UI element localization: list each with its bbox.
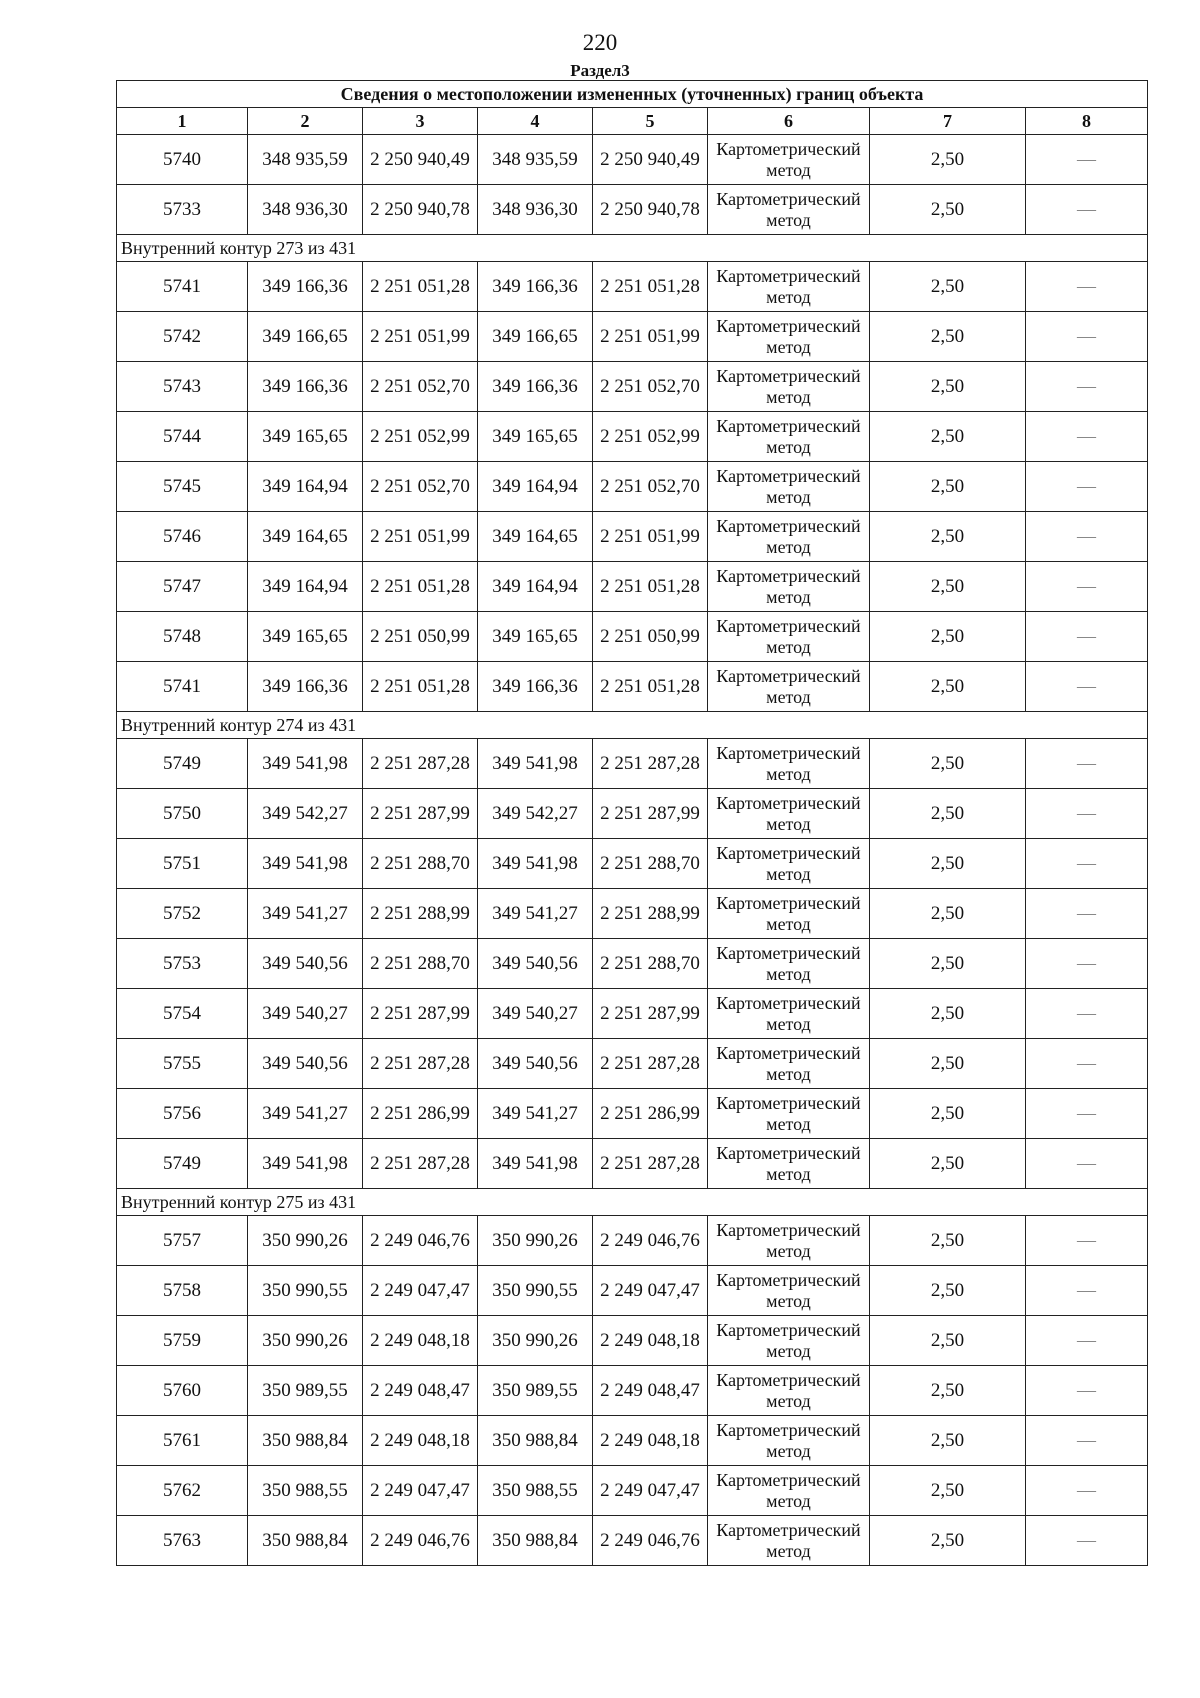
table-cell: Картометрический метод: [708, 1416, 870, 1466]
table-cell: —: [1026, 939, 1148, 989]
section-title: Раздел3: [570, 61, 630, 80]
table-row: [117, 1416, 1148, 1466]
table-cell: 2,50: [870, 1266, 1026, 1316]
table-cell: —: [1026, 612, 1148, 662]
table-cell: 2 249 048,18: [363, 1416, 478, 1466]
table-cell: 348 935,59: [248, 135, 363, 185]
table-cell: 349 166,36: [248, 662, 363, 712]
table-cell: 2 251 052,70: [363, 462, 478, 512]
table-row: [117, 1516, 1148, 1566]
table-cell: 348 935,59: [478, 135, 593, 185]
table-row: [117, 185, 1148, 235]
table-cell: 5744: [117, 412, 248, 462]
table-cell: 2,50: [870, 1039, 1026, 1089]
table-cell: —: [1026, 512, 1148, 562]
table-cell: 2,50: [870, 612, 1026, 662]
table-cell: 2,50: [870, 312, 1026, 362]
table-cell: 349 166,36: [478, 362, 593, 412]
table-cell: 2 251 052,70: [593, 362, 708, 412]
table-cell: 5749: [117, 739, 248, 789]
table-cell: 5763: [117, 1516, 248, 1566]
table-row: [117, 739, 1148, 789]
table-row: [117, 512, 1148, 562]
table-cell: Картометрический метод: [708, 312, 870, 362]
table-cell: 5746: [117, 512, 248, 562]
table-cell: 5748: [117, 612, 248, 662]
table-row: [117, 889, 1148, 939]
table-cell: 2,50: [870, 939, 1026, 989]
table-cell: 349 540,56: [478, 1039, 593, 1089]
table-cell: 5751: [117, 839, 248, 889]
table-cell: 2,50: [870, 462, 1026, 512]
table-cell: 349 164,94: [478, 462, 593, 512]
table-cell: 5760: [117, 1366, 248, 1416]
table-cell: 5745: [117, 462, 248, 512]
table-cell: —: [1026, 662, 1148, 712]
table-caption: Сведения о местоположении измененных (уточненных) границ объекта: [117, 81, 1148, 108]
column-number: 8: [1026, 108, 1148, 135]
table-cell: 349 541,27: [248, 1089, 363, 1139]
table-cell: Картометрический метод: [708, 1366, 870, 1416]
table-cell: 2 250 940,49: [363, 135, 478, 185]
contour-label-row: [117, 1189, 1148, 1216]
table-cell: 2 249 047,47: [593, 1466, 708, 1516]
table-cell: 2,50: [870, 412, 1026, 462]
table-cell: 2 249 048,18: [593, 1416, 708, 1466]
table-cell: 349 541,27: [248, 889, 363, 939]
table-cell: Картометрический метод: [708, 612, 870, 662]
table-cell: 350 988,84: [478, 1416, 593, 1466]
table-cell: —: [1026, 462, 1148, 512]
table-row: [117, 362, 1148, 412]
table-cell: 349 166,36: [478, 262, 593, 312]
table-cell: 350 988,84: [478, 1516, 593, 1566]
table-cell: 2 251 051,99: [593, 312, 708, 362]
table-cell: Картометрический метод: [708, 662, 870, 712]
table-row: [117, 412, 1148, 462]
table-cell: 2 251 287,28: [363, 739, 478, 789]
table-cell: 349 166,36: [248, 362, 363, 412]
table-cell: Картометрический метод: [708, 839, 870, 889]
table-cell: —: [1026, 1466, 1148, 1516]
table-cell: Картометрический метод: [708, 412, 870, 462]
table-cell: 2 249 046,76: [363, 1516, 478, 1566]
table-cell: —: [1026, 1516, 1148, 1566]
table-cell: —: [1026, 789, 1148, 839]
contour-label: Внутренний контур 273 из 431: [117, 235, 1148, 262]
table-cell: 349 540,56: [478, 939, 593, 989]
table-cell: 349 540,56: [248, 1039, 363, 1089]
table-cell: Картометрический метод: [708, 262, 870, 312]
table-cell: 5749: [117, 1139, 248, 1189]
boundary-table: [116, 80, 1148, 1566]
table-cell: 2 249 048,47: [593, 1366, 708, 1416]
column-number: 1: [117, 108, 248, 135]
table-cell: 2 251 288,70: [593, 839, 708, 889]
table-cell: 2,50: [870, 262, 1026, 312]
table-cell: 349 541,27: [478, 1089, 593, 1139]
table-cell: 2 249 047,47: [363, 1266, 478, 1316]
table-cell: —: [1026, 1266, 1148, 1316]
table-cell: 2,50: [870, 135, 1026, 185]
table-cell: Картометрический метод: [708, 1039, 870, 1089]
table-cell: 349 166,36: [248, 262, 363, 312]
table-cell: 2,50: [870, 562, 1026, 612]
table-cell: Картометрический метод: [708, 1216, 870, 1266]
table-cell: —: [1026, 562, 1148, 612]
table-cell: 2 251 051,28: [593, 262, 708, 312]
table-cell: 2 251 052,70: [593, 462, 708, 512]
table-row: [117, 662, 1148, 712]
column-number: 3: [363, 108, 478, 135]
table-cell: 2 251 051,28: [363, 662, 478, 712]
table-cell: 2 249 047,47: [363, 1466, 478, 1516]
table-cell: 2 251 051,28: [593, 562, 708, 612]
table-cell: Картометрический метод: [708, 1089, 870, 1139]
table-cell: 349 164,65: [478, 512, 593, 562]
table-row: [117, 262, 1148, 312]
table-cell: 5752: [117, 889, 248, 939]
table-cell: 5757: [117, 1216, 248, 1266]
table-cell: —: [1026, 1216, 1148, 1266]
table-cell: Картометрический метод: [708, 989, 870, 1039]
table-cell: 2 251 288,70: [363, 939, 478, 989]
table-row: [117, 562, 1148, 612]
table-cell: —: [1026, 135, 1148, 185]
table-cell: 349 165,65: [248, 412, 363, 462]
table-row: [117, 939, 1148, 989]
table-cell: 5754: [117, 989, 248, 1039]
table-cell: Картометрический метод: [708, 739, 870, 789]
table-body: [117, 135, 1148, 1566]
table-cell: 2,50: [870, 1416, 1026, 1466]
table-cell: 5753: [117, 939, 248, 989]
table-cell: 5750: [117, 789, 248, 839]
table-cell: Картометрический метод: [708, 185, 870, 235]
table-cell: 5733: [117, 185, 248, 235]
table-row: [117, 135, 1148, 185]
table-cell: 349 166,36: [478, 662, 593, 712]
table-cell: 349 542,27: [478, 789, 593, 839]
table-cell: Картометрический метод: [708, 1316, 870, 1366]
table-cell: 2,50: [870, 789, 1026, 839]
table-cell: 350 990,26: [248, 1316, 363, 1366]
table-cell: —: [1026, 412, 1148, 462]
table-cell: 2,50: [870, 185, 1026, 235]
table-cell: 350 988,84: [248, 1416, 363, 1466]
table-cell: Картометрический метод: [708, 889, 870, 939]
table-cell: 348 936,30: [248, 185, 363, 235]
page-number: 220: [582, 30, 618, 55]
table-cell: 2,50: [870, 889, 1026, 939]
table-row: [117, 1216, 1148, 1266]
column-number: 7: [870, 108, 1026, 135]
table-cell: 2,50: [870, 1366, 1026, 1416]
table-cell: Картометрический метод: [708, 1466, 870, 1516]
table-cell: 2,50: [870, 1089, 1026, 1139]
contour-label-row: [117, 235, 1148, 262]
table-cell: —: [1026, 1416, 1148, 1466]
table-row: [117, 1039, 1148, 1089]
table-cell: 2,50: [870, 1466, 1026, 1516]
table-row: [117, 839, 1148, 889]
table-cell: 2 249 046,76: [593, 1516, 708, 1566]
table-cell: —: [1026, 889, 1148, 939]
table-cell: 2 249 047,47: [593, 1266, 708, 1316]
table-cell: 2 251 287,99: [363, 789, 478, 839]
table-cell: 5747: [117, 562, 248, 612]
table-row: [117, 1266, 1148, 1316]
table-row: [117, 1466, 1148, 1516]
table-cell: Картометрический метод: [708, 135, 870, 185]
table-cell: 349 540,27: [248, 989, 363, 1039]
contour-label-row: [117, 712, 1148, 739]
column-number: 6: [708, 108, 870, 135]
table-cell: 349 164,65: [248, 512, 363, 562]
table-cell: —: [1026, 1039, 1148, 1089]
table-cell: 2 249 046,76: [593, 1216, 708, 1266]
table-cell: 2 251 051,99: [363, 512, 478, 562]
table-cell: 349 165,65: [248, 612, 363, 662]
table-cell: 349 164,94: [248, 462, 363, 512]
table-cell: —: [1026, 1139, 1148, 1189]
table-cell: 2,50: [870, 739, 1026, 789]
table-cell: 5755: [117, 1039, 248, 1089]
table-cell: 2 251 286,99: [593, 1089, 708, 1139]
table-cell: Картометрический метод: [708, 1516, 870, 1566]
table-cell: 2 250 940,78: [593, 185, 708, 235]
table-cell: 2 251 288,99: [363, 889, 478, 939]
table-cell: —: [1026, 262, 1148, 312]
table-cell: 349 541,98: [478, 1139, 593, 1189]
table-cell: 2,50: [870, 1139, 1026, 1189]
table-row: [117, 1366, 1148, 1416]
table-cell: 2 251 050,99: [593, 612, 708, 662]
table-cell: 2 249 048,18: [363, 1316, 478, 1366]
table-cell: 2 251 288,70: [593, 939, 708, 989]
column-number: 4: [478, 108, 593, 135]
table-cell: 5743: [117, 362, 248, 412]
table-cell: 2,50: [870, 989, 1026, 1039]
table-cell: Картометрический метод: [708, 462, 870, 512]
table-row: [117, 1089, 1148, 1139]
table-cell: 5759: [117, 1316, 248, 1366]
table-cell: 2 251 287,28: [593, 1039, 708, 1089]
table-cell: 5758: [117, 1266, 248, 1316]
table-cell: —: [1026, 1366, 1148, 1416]
table-cell: 350 990,55: [248, 1266, 363, 1316]
table-row: [117, 612, 1148, 662]
table-cell: Картометрический метод: [708, 1266, 870, 1316]
table-cell: 5741: [117, 662, 248, 712]
table-cell: 2 251 287,28: [363, 1039, 478, 1089]
table-cell: 350 990,26: [478, 1216, 593, 1266]
table-cell: 2,50: [870, 362, 1026, 412]
table-cell: 2 251 052,99: [593, 412, 708, 462]
table-cell: 2,50: [870, 662, 1026, 712]
table-cell: 2 251 287,99: [593, 789, 708, 839]
table-cell: —: [1026, 1316, 1148, 1366]
table-cell: Картометрический метод: [708, 362, 870, 412]
table-cell: 2 251 051,99: [363, 312, 478, 362]
table-cell: 2,50: [870, 839, 1026, 889]
table-cell: 350 989,55: [248, 1366, 363, 1416]
table-cell: 5762: [117, 1466, 248, 1516]
column-number: 5: [593, 108, 708, 135]
table-row: [117, 312, 1148, 362]
table-cell: 5740: [117, 135, 248, 185]
table-cell: 349 164,94: [478, 562, 593, 612]
table-cell: 350 990,26: [248, 1216, 363, 1266]
contour-label: Внутренний контур 275 из 431: [117, 1189, 1148, 1216]
table-cell: 349 541,98: [248, 739, 363, 789]
table-cell: 350 988,55: [478, 1466, 593, 1516]
table-cell: 2 251 052,99: [363, 412, 478, 462]
table-cell: 348 936,30: [478, 185, 593, 235]
table-cell: 349 541,27: [478, 889, 593, 939]
table-cell: 350 990,26: [478, 1316, 593, 1366]
table-cell: 349 541,98: [248, 1139, 363, 1189]
table-cell: 350 989,55: [478, 1366, 593, 1416]
table-cell: 2 251 287,99: [363, 989, 478, 1039]
table-cell: 2 249 048,47: [363, 1366, 478, 1416]
table-cell: 2,50: [870, 1516, 1026, 1566]
table-cell: 349 164,94: [248, 562, 363, 612]
table-cell: 349 541,98: [248, 839, 363, 889]
table-cell: 2 251 051,28: [363, 562, 478, 612]
table-cell: —: [1026, 312, 1148, 362]
table-cell: 2 251 287,28: [363, 1139, 478, 1189]
table-cell: 2 251 287,28: [593, 739, 708, 789]
table-cell: 2 251 050,99: [363, 612, 478, 662]
table-cell: 2 251 287,99: [593, 989, 708, 1039]
table-cell: Картометрический метод: [708, 512, 870, 562]
contour-label: Внутренний контур 274 из 431: [117, 712, 1148, 739]
table-cell: Картометрический метод: [708, 1139, 870, 1189]
table-cell: 2 251 288,99: [593, 889, 708, 939]
table-cell: 2 251 051,28: [593, 662, 708, 712]
table-cell: 2 250 940,49: [593, 135, 708, 185]
table-cell: —: [1026, 185, 1148, 235]
table-cell: 349 165,65: [478, 612, 593, 662]
table-cell: 2 251 051,99: [593, 512, 708, 562]
table-cell: 2 249 046,76: [363, 1216, 478, 1266]
table-cell: 2,50: [870, 512, 1026, 562]
table-cell: 349 166,65: [478, 312, 593, 362]
table-cell: 349 541,98: [478, 739, 593, 789]
table-cell: —: [1026, 362, 1148, 412]
table-cell: 2 251 286,99: [363, 1089, 478, 1139]
table-cell: Картометрический метод: [708, 939, 870, 989]
table-cell: —: [1026, 739, 1148, 789]
table-cell: 349 540,27: [478, 989, 593, 1039]
table-cell: 2 251 288,70: [363, 839, 478, 889]
table-cell: 350 988,84: [248, 1516, 363, 1566]
table-row: [117, 989, 1148, 1039]
column-numbers-row: [117, 108, 1148, 135]
table-cell: —: [1026, 1089, 1148, 1139]
table-cell: 2 249 048,18: [593, 1316, 708, 1366]
table-cell: 2 251 287,28: [593, 1139, 708, 1189]
table-row: [117, 1139, 1148, 1189]
table-cell: 2 250 940,78: [363, 185, 478, 235]
table-cell: Картометрический метод: [708, 562, 870, 612]
table-cell: Картометрический метод: [708, 789, 870, 839]
table-cell: 2,50: [870, 1316, 1026, 1366]
table-cell: —: [1026, 839, 1148, 889]
table-cell: 5756: [117, 1089, 248, 1139]
table-cell: 350 990,55: [478, 1266, 593, 1316]
table-cell: 5741: [117, 262, 248, 312]
table-cell: 2,50: [870, 1216, 1026, 1266]
column-number: 2: [248, 108, 363, 135]
table-cell: —: [1026, 989, 1148, 1039]
table-cell: 5761: [117, 1416, 248, 1466]
table-cell: 2 251 052,70: [363, 362, 478, 412]
table-row: [117, 1316, 1148, 1366]
table-cell: 349 542,27: [248, 789, 363, 839]
table-cell: 349 166,65: [248, 312, 363, 362]
table-cell: 349 541,98: [478, 839, 593, 889]
table-cell: 349 165,65: [478, 412, 593, 462]
table-cell: 2 251 051,28: [363, 262, 478, 312]
table-row: [117, 462, 1148, 512]
table-cell: 350 988,55: [248, 1466, 363, 1516]
table-cell: 349 540,56: [248, 939, 363, 989]
table-row: [117, 789, 1148, 839]
table-cell: 5742: [117, 312, 248, 362]
